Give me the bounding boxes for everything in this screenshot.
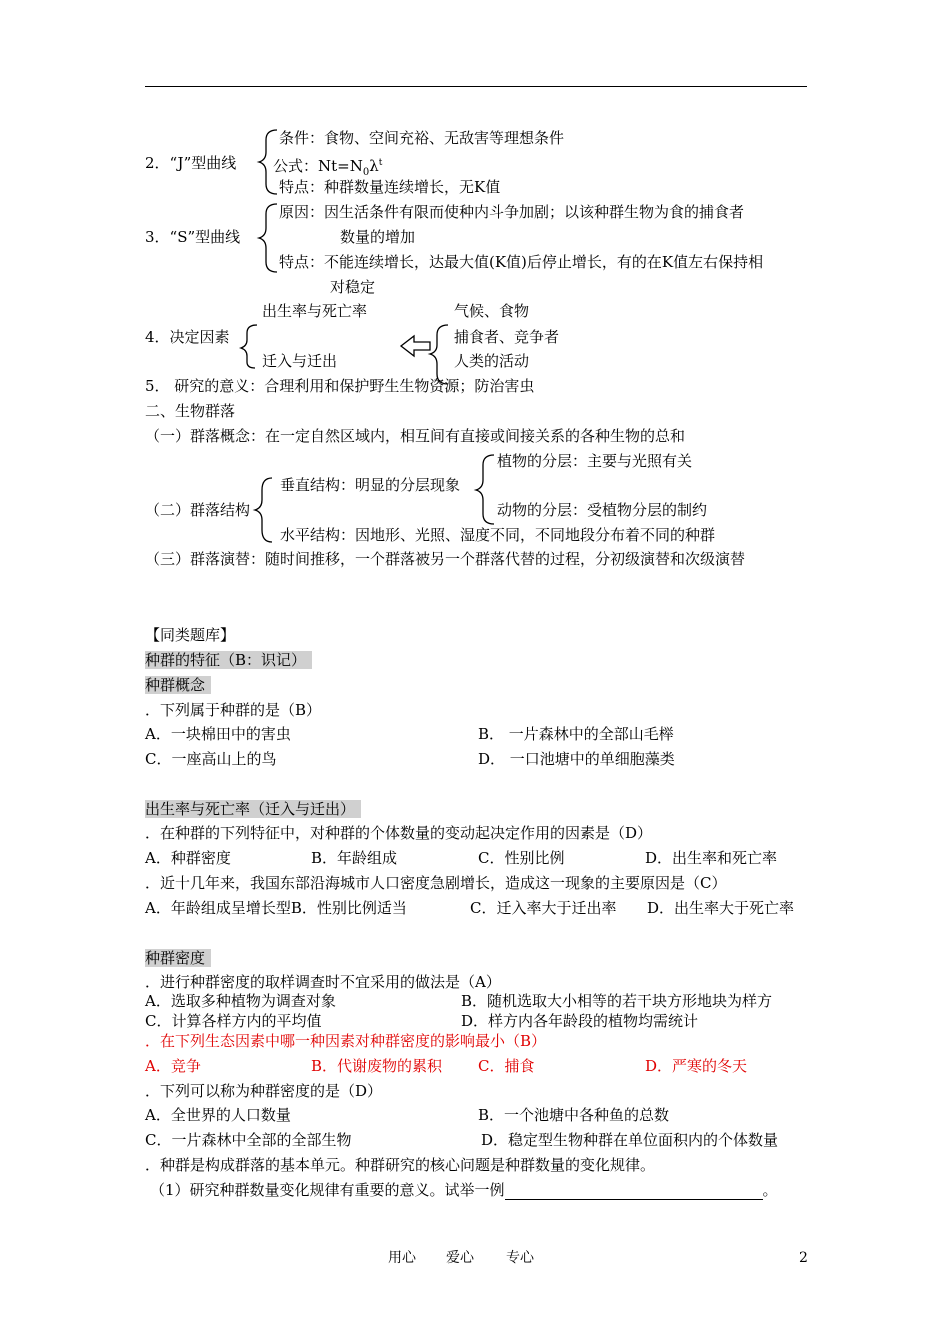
answer-blank[interactable] xyxy=(505,1183,763,1200)
q6-option-a: A．全世界的人口数量 xyxy=(145,1106,291,1124)
research-significance: 5． 研究的意义：合理利用和保护野生生物资源；防治害虫 xyxy=(145,377,535,395)
horizontal-structure: 水平结构：因地形、光照、湿度不同，不同地段分布着不同的种群 xyxy=(280,526,716,544)
formula-sup: t xyxy=(378,158,383,168)
question-2: ．在种群的下列特征中，对种群的个体数量的变动起决定作用的因素是（D） xyxy=(145,824,653,842)
q3-option-ab: A．年龄组成呈增长型B．性别比例适当 xyxy=(145,899,407,917)
section-density-text: 种群密度 xyxy=(145,949,211,967)
s-curve-cause-cont: 数量的增加 xyxy=(340,228,416,246)
q7-sub-text: （1）研究种群数量变化规律有重要的意义。试举一例 xyxy=(150,1181,505,1199)
factor-human: 人类的活动 xyxy=(454,352,530,370)
community-concept: （一）群落概念：在一定自然区域内，相互间有直接或间接关系的各种生物的总和 xyxy=(145,427,686,445)
question-3: ．近十几年来，我国东部沿海城市人口密度急剧增长，造成这一现象的主要原因是（C） xyxy=(145,874,727,892)
footer-word-2: 爱心 xyxy=(446,1250,474,1266)
q4-option-d: D．样方内各年龄段的植物均需统计 xyxy=(461,1012,699,1030)
section-density xyxy=(145,948,211,968)
q1-option-b: B． 一片森林中的全部山毛榉 xyxy=(478,725,674,743)
section-characteristics-text: 种群的特征（B：识记） xyxy=(145,651,312,669)
q2-option-b: B．年龄组成 xyxy=(311,849,398,867)
section-characteristics xyxy=(145,650,312,670)
formula-sub: 0 xyxy=(362,167,370,178)
bank-title: 【同类题库】 xyxy=(145,626,236,644)
q6-option-c: C．一片森林中全部的全部生物 xyxy=(145,1131,352,1149)
q5-option-d: D．严寒的冬天 xyxy=(645,1057,748,1075)
q3-option-d: D．出生率大于死亡率 xyxy=(647,899,795,917)
s-curve-feature: 特点：不能连续增长，达最大值(K值)后停止增长，有的在K值左右保持相 xyxy=(279,253,764,271)
j-curve-label: 2．“J”型曲线 xyxy=(145,154,237,172)
section-concept xyxy=(145,675,211,695)
q4-option-b: B．随机选取大小相等的若干块方形地块为样方 xyxy=(461,992,773,1010)
plant-layer: 植物的分层：主要与光照有关 xyxy=(497,452,693,470)
factor-predator: 捕食者、竞争者 xyxy=(454,328,560,346)
q2-option-a: A．种群密度 xyxy=(145,849,231,867)
footer-word-3: 专心 xyxy=(506,1250,534,1266)
q6-option-b: B．一个池塘中各种鱼的总数 xyxy=(478,1106,670,1124)
brace-graphics xyxy=(0,0,950,600)
animal-layer: 动物的分层：受植物分层的制约 xyxy=(497,501,708,519)
q5-option-a: A．竞争 xyxy=(145,1057,201,1075)
question-1: ．下列属于种群的是（B） xyxy=(145,701,322,719)
structure-label: （二）群落结构 xyxy=(145,501,251,519)
question-5: ．在下列生态因素中哪一种因素对种群密度的影响最小（B） xyxy=(145,1032,547,1050)
q7-end: 。 xyxy=(762,1181,778,1199)
s-curve-cause: 原因：因生活条件有限而使种内斗争加剧；以该种群生物为食的捕食者 xyxy=(279,203,745,221)
community-heading: 二、生物群落 xyxy=(145,402,236,420)
s-curve-feature-cont: 对稳定 xyxy=(330,278,376,296)
vertical-structure: 垂直结构：明显的分层现象 xyxy=(280,476,461,494)
factor-migration: 迁入与迁出 xyxy=(262,352,338,370)
q1-option-c: C．一座高山上的鸟 xyxy=(145,750,277,768)
factor-birth-death: 出生率与死亡率 xyxy=(262,302,368,320)
question-6: ．下列可以称为种群密度的是（D） xyxy=(145,1082,383,1100)
s-curve-label: 3．“S”型曲线 xyxy=(145,228,241,246)
j-curve-feature: 特点：种群数量连续增长，无K值 xyxy=(279,178,501,196)
j-curve-condition: 条件：食物、空间充裕、无敌害等理想条件 xyxy=(279,129,565,147)
section-concept-text: 种群概念 xyxy=(145,676,211,694)
q1-option-a: A．一块棉田中的害虫 xyxy=(145,725,291,743)
section-birth-death xyxy=(145,799,361,819)
factor-climate: 气候、食物 xyxy=(454,302,530,320)
q4-option-a: A．选取多种植物为调查对象 xyxy=(145,992,336,1010)
page-number: 2 xyxy=(799,1250,808,1266)
q2-option-d: D．出生率和死亡率 xyxy=(645,849,778,867)
factors-label: 4．决定因素 xyxy=(145,328,230,346)
q4-option-c: C．计算各样方内的平均值 xyxy=(145,1012,322,1030)
q2-option-c: C．性别比例 xyxy=(478,849,565,867)
section-birth-death-text: 出生率与死亡率（迁入与迁出） xyxy=(145,800,361,818)
question-7: ．种群是构成群落的基本单元。种群研究的核心问题是种群数量的变化规律。 xyxy=(145,1156,656,1174)
community-succession: （三）群落演替：随时间推移，一个群落被另一个群落代替的过程，分初级演替和次级演替 xyxy=(145,550,746,568)
q1-option-d: D． 一口池塘中的单细胞藻类 xyxy=(478,750,675,768)
question-7-part-1 xyxy=(150,1180,778,1200)
question-4: ．进行种群密度的取样调查时不宜采用的做法是（A） xyxy=(145,973,501,991)
formula-lambda: λ xyxy=(369,157,379,175)
formula-main: 公式：Nt=N xyxy=(273,157,363,175)
q3-option-c: C．迁入率大于迁出率 xyxy=(470,899,617,917)
q5-option-b: B．代谢废物的累积 xyxy=(311,1057,443,1075)
q6-option-d: D．稳定型生物种群在单位面积内的个体数量 xyxy=(481,1131,779,1149)
footer-word-1: 用心 xyxy=(388,1250,416,1266)
q5-option-c: C．捕食 xyxy=(478,1057,535,1075)
